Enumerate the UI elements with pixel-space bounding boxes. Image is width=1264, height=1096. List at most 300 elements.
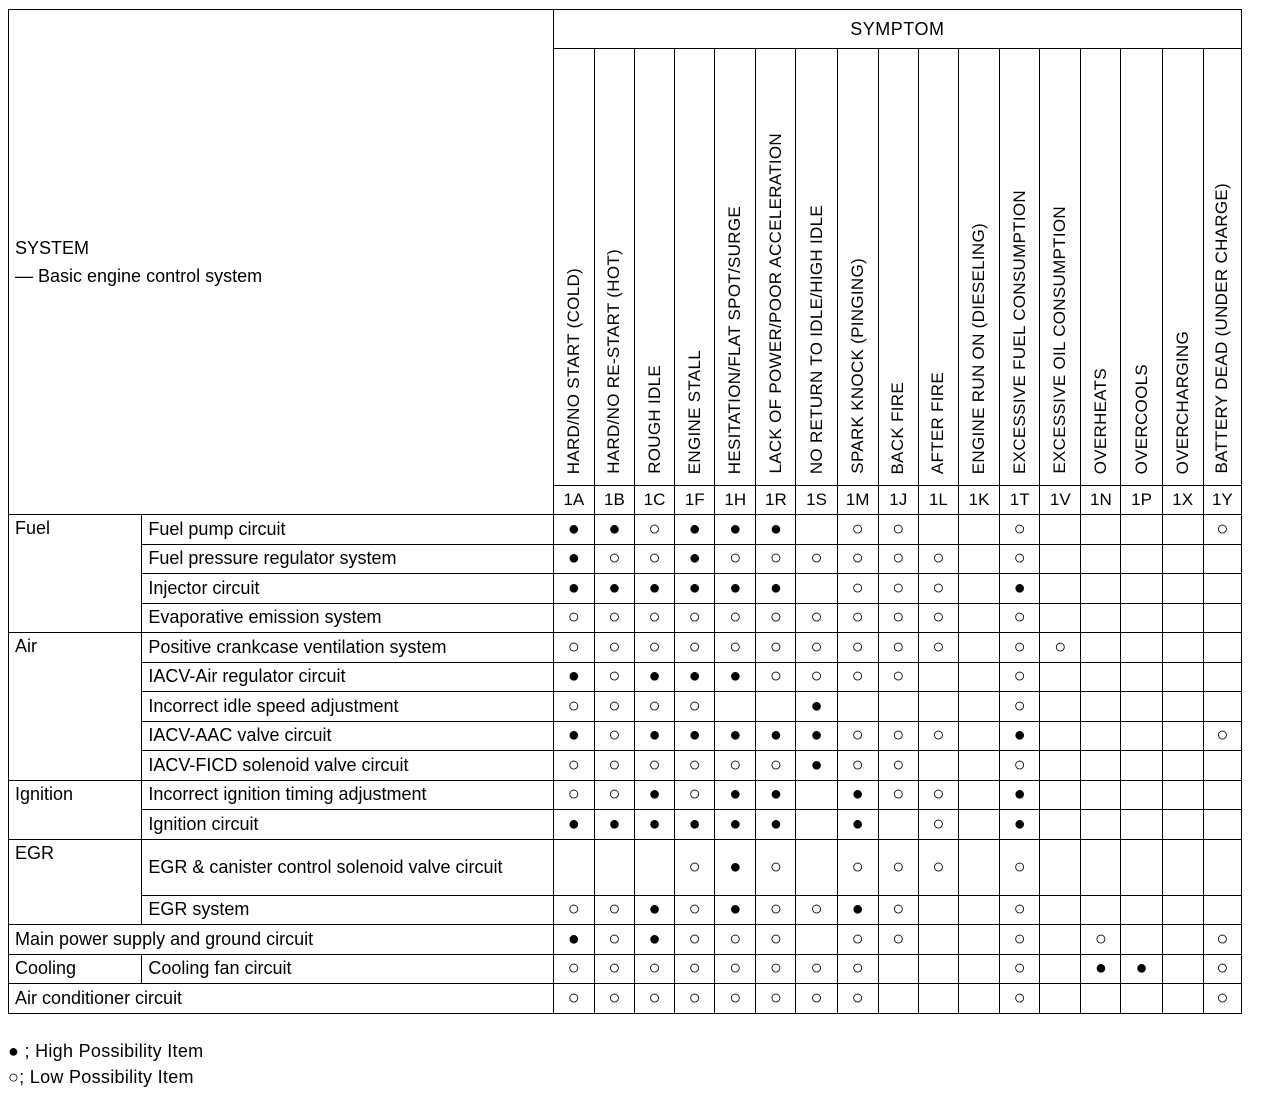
low-possibility-mark: ○	[567, 898, 580, 921]
system-category: Cooling	[9, 954, 142, 984]
matrix-cell	[1081, 692, 1121, 722]
matrix-cell	[594, 984, 634, 1014]
matrix-cell	[1162, 515, 1203, 545]
system-title: SYSTEM	[15, 238, 90, 258]
matrix-cell	[553, 544, 594, 574]
symptom-label-1l	[918, 49, 958, 486]
matrix-cell	[675, 633, 715, 663]
matrix-cell	[918, 984, 958, 1014]
matrix-cell	[756, 633, 796, 663]
low-possibility-mark: ○	[932, 783, 945, 806]
low-possibility-mark: ○	[1013, 517, 1026, 540]
matrix-cell	[837, 603, 878, 633]
matrix-cell	[878, 721, 918, 751]
high-possibility-mark: ●	[688, 547, 701, 570]
matrix-cell	[796, 515, 837, 545]
matrix-cell	[756, 810, 796, 840]
low-possibility-mark: ○	[851, 927, 864, 950]
high-possibility-mark: ●	[729, 855, 742, 878]
matrix-cell	[553, 692, 594, 722]
matrix-cell	[958, 839, 999, 895]
table-row	[9, 925, 1242, 955]
matrix-cell	[837, 515, 878, 545]
matrix-cell	[756, 544, 796, 574]
system-item: Ignition circuit	[142, 810, 553, 840]
matrix-cell	[1121, 574, 1162, 604]
low-possibility-mark: ○	[892, 753, 905, 776]
matrix-cell	[878, 839, 918, 895]
low-possibility-mark: ○	[688, 694, 701, 717]
matrix-cell	[634, 662, 674, 692]
symptom-label-text: EXCESSIVE OIL CONSUMPTION	[1050, 206, 1070, 474]
matrix-cell	[918, 839, 958, 895]
matrix-cell	[634, 603, 674, 633]
matrix-cell	[1040, 954, 1081, 984]
symptom-code-1x: 1X	[1162, 486, 1203, 515]
low-possibility-mark: ○	[932, 576, 945, 599]
matrix-cell	[1121, 633, 1162, 663]
matrix-cell	[1081, 662, 1121, 692]
matrix-cell	[918, 662, 958, 692]
system-item: Cooling fan circuit	[142, 954, 553, 984]
low-possibility-mark: ○	[892, 665, 905, 688]
matrix-cell	[1040, 544, 1081, 574]
matrix-cell	[553, 954, 594, 984]
matrix-cell	[1162, 721, 1203, 751]
high-possibility-mark: ●	[608, 576, 621, 599]
high-possibility-mark: ●	[608, 812, 621, 835]
matrix-cell	[594, 515, 634, 545]
matrix-cell	[594, 544, 634, 574]
low-possibility-mark: ○	[932, 812, 945, 835]
symptom-label-text: ROUGH IDLE	[644, 365, 664, 474]
low-possibility-mark: ○	[567, 957, 580, 980]
high-possibility-mark: ●	[810, 724, 823, 747]
matrix-cell	[715, 515, 756, 545]
low-possibility-mark: ○	[851, 957, 864, 980]
high-possibility-mark: ●	[608, 517, 621, 540]
matrix-cell	[675, 574, 715, 604]
symptom-label-1n	[1081, 49, 1121, 486]
low-possibility-mark: ○	[648, 753, 661, 776]
matrix-cell	[878, 780, 918, 810]
matrix-cell	[1081, 751, 1121, 781]
matrix-cell	[675, 810, 715, 840]
high-possibility-mark: ●	[648, 898, 661, 921]
low-possibility-mark: ○	[769, 606, 782, 629]
matrix-cell	[878, 603, 918, 633]
matrix-cell	[837, 925, 878, 955]
matrix-cell	[756, 662, 796, 692]
low-possibility-mark: ○	[851, 986, 864, 1009]
matrix-cell	[796, 662, 837, 692]
matrix-cell	[756, 603, 796, 633]
high-possibility-mark: ●	[1013, 783, 1026, 806]
matrix-cell	[918, 603, 958, 633]
matrix-cell	[715, 603, 756, 633]
system-category: Fuel	[9, 515, 142, 633]
low-possibility-mark: ○	[932, 724, 945, 747]
low-possibility-mark: ○	[769, 986, 782, 1009]
system-item: EGR & canister control solenoid valve circuit	[142, 839, 553, 895]
high-possibility-mark: ●	[1135, 957, 1148, 980]
table-row	[9, 515, 1242, 545]
symptom-label-1p	[1121, 49, 1162, 486]
system-subtitle: — Basic engine control system	[15, 266, 263, 286]
symptom-label-1a	[553, 49, 594, 486]
symptom-label-text: OVERHEATS	[1090, 367, 1110, 474]
low-possibility-mark: ○	[810, 665, 823, 688]
matrix-cell	[1040, 810, 1081, 840]
low-possibility-mark: ○	[769, 547, 782, 570]
matrix-cell	[1081, 954, 1121, 984]
matrix-cell	[918, 692, 958, 722]
matrix-cell	[1040, 839, 1081, 895]
matrix-cell	[1121, 721, 1162, 751]
matrix-cell	[675, 780, 715, 810]
low-possibility-mark: ○	[1013, 927, 1026, 950]
matrix-cell	[715, 839, 756, 895]
matrix-cell	[837, 544, 878, 574]
matrix-cell	[715, 633, 756, 663]
matrix-cell	[1121, 751, 1162, 781]
matrix-cell	[1040, 574, 1081, 604]
matrix-cell	[634, 954, 674, 984]
high-possibility-mark: ●	[567, 547, 580, 570]
matrix-cell	[756, 925, 796, 955]
symptom-code-1s: 1S	[796, 486, 837, 515]
high-possibility-mark: ●	[729, 783, 742, 806]
matrix-cell	[878, 544, 918, 574]
high-possibility-mark: ●	[729, 576, 742, 599]
low-possibility-mark: ○	[769, 635, 782, 658]
matrix-cell	[878, 984, 918, 1014]
matrix-cell	[837, 984, 878, 1014]
system-item: Evaporative emission system	[142, 603, 553, 633]
matrix-cell	[715, 574, 756, 604]
symptom-code-1n: 1N	[1081, 486, 1121, 515]
matrix-cell	[878, 954, 918, 984]
matrix-cell	[878, 925, 918, 955]
table-row	[9, 574, 1242, 604]
matrix-cell	[675, 895, 715, 925]
matrix-cell	[1040, 662, 1081, 692]
matrix-cell	[1040, 633, 1081, 663]
matrix-cell	[796, 721, 837, 751]
low-possibility-mark: ○	[1013, 547, 1026, 570]
low-possibility-mark: ○	[769, 957, 782, 980]
matrix-cell	[837, 751, 878, 781]
symptom-label-1c	[634, 49, 674, 486]
matrix-cell	[958, 692, 999, 722]
matrix-cell	[1000, 751, 1040, 781]
low-possibility-mark: ○	[932, 635, 945, 658]
matrix-cell	[837, 662, 878, 692]
matrix-cell	[594, 662, 634, 692]
high-possibility-mark: ●	[851, 812, 864, 835]
matrix-cell	[796, 810, 837, 840]
low-possibility-mark: ○	[769, 855, 782, 878]
symptom-label-text: OVERCOOLS	[1131, 363, 1151, 474]
low-possibility-mark: ○	[1216, 517, 1229, 540]
low-possibility-mark: ○	[851, 665, 864, 688]
matrix-cell	[918, 515, 958, 545]
matrix-cell	[634, 544, 674, 574]
symptom-label-text: HARD/NO RE-START (HOT)	[604, 249, 624, 474]
matrix-cell	[756, 839, 796, 895]
matrix-cell	[1203, 839, 1241, 895]
matrix-cell	[1121, 954, 1162, 984]
system-category: Air conditioner circuit	[9, 984, 554, 1014]
matrix-cell	[1081, 721, 1121, 751]
symptom-code-1y: 1Y	[1203, 486, 1241, 515]
matrix-cell	[634, 721, 674, 751]
matrix-cell	[958, 574, 999, 604]
high-possibility-mark: ●	[567, 812, 580, 835]
low-possibility-mark: ○	[608, 927, 621, 950]
matrix-cell	[1121, 692, 1162, 722]
high-possibility-mark: ●	[648, 724, 661, 747]
low-possibility-mark: ○	[567, 986, 580, 1009]
matrix-cell	[553, 721, 594, 751]
table-row	[9, 662, 1242, 692]
low-possibility-mark: ○	[810, 606, 823, 629]
symptom-label-text: HESITATION/FLAT SPOT/SURGE	[725, 205, 745, 474]
symptom-label-text: BACK FIRE	[888, 381, 908, 474]
low-possibility-mark: ○	[729, 547, 742, 570]
symptom-label-1v	[1040, 49, 1081, 486]
matrix-cell	[796, 925, 837, 955]
matrix-cell	[1162, 662, 1203, 692]
matrix-cell	[634, 810, 674, 840]
matrix-cell	[1000, 954, 1040, 984]
symptom-label-text: SPARK KNOCK (PINGING)	[847, 258, 867, 474]
matrix-cell	[837, 780, 878, 810]
matrix-cell	[958, 662, 999, 692]
low-possibility-mark: ○	[851, 724, 864, 747]
table-row	[9, 692, 1242, 722]
high-possibility-mark: ●	[810, 753, 823, 776]
low-possibility-mark: ○	[1013, 986, 1026, 1009]
matrix-cell	[594, 633, 634, 663]
low-possibility-mark: ○	[729, 635, 742, 658]
symptom-label-text: AFTER FIRE	[928, 371, 948, 474]
matrix-cell	[1000, 574, 1040, 604]
matrix-cell	[918, 810, 958, 840]
low-possibility-mark: ○	[851, 855, 864, 878]
matrix-cell	[715, 925, 756, 955]
matrix-cell	[634, 751, 674, 781]
system-item: Injector circuit	[142, 574, 553, 604]
matrix-cell	[1162, 839, 1203, 895]
low-possibility-mark: ○	[892, 635, 905, 658]
matrix-cell	[796, 603, 837, 633]
matrix-cell	[1203, 603, 1241, 633]
matrix-cell	[675, 515, 715, 545]
matrix-cell	[918, 721, 958, 751]
matrix-cell	[837, 721, 878, 751]
system-item: Incorrect idle speed adjustment	[142, 692, 553, 722]
matrix-cell	[594, 751, 634, 781]
low-possibility-mark: ○	[688, 927, 701, 950]
low-possibility-mark: ○	[688, 986, 701, 1009]
matrix-cell	[1121, 984, 1162, 1014]
low-possibility-mark: ○	[729, 606, 742, 629]
low-possibility-mark: ○	[1013, 753, 1026, 776]
low-possibility-mark: ○	[851, 517, 864, 540]
symptom-code-1l: 1L	[918, 486, 958, 515]
low-possibility-mark: ○	[932, 547, 945, 570]
matrix-cell	[1000, 692, 1040, 722]
matrix-cell	[634, 515, 674, 545]
high-possibility-mark: ●	[769, 724, 782, 747]
matrix-cell	[1000, 662, 1040, 692]
matrix-cell	[634, 574, 674, 604]
low-possibility-mark: ○	[648, 957, 661, 980]
matrix-cell	[1040, 721, 1081, 751]
matrix-cell	[594, 810, 634, 840]
matrix-cell	[958, 925, 999, 955]
matrix-cell	[1162, 544, 1203, 574]
symptom-label-text: HARD/NO START (COLD)	[563, 267, 583, 474]
matrix-cell	[1040, 515, 1081, 545]
symptom-code-1h: 1H	[715, 486, 756, 515]
matrix-cell	[553, 603, 594, 633]
matrix-cell	[837, 839, 878, 895]
matrix-cell	[1162, 574, 1203, 604]
matrix-cell	[1000, 544, 1040, 574]
matrix-cell	[958, 751, 999, 781]
low-possibility-mark: ○	[1013, 606, 1026, 629]
low-possibility-mark: ○	[1216, 986, 1229, 1009]
matrix-cell	[634, 839, 674, 895]
matrix-cell	[1121, 544, 1162, 574]
low-possibility-mark: ○	[608, 783, 621, 806]
high-possibility-mark: ●	[567, 724, 580, 747]
matrix-cell	[918, 780, 958, 810]
matrix-cell	[878, 574, 918, 604]
symptom-code-1k: 1K	[958, 486, 999, 515]
matrix-cell	[1040, 895, 1081, 925]
matrix-cell	[958, 633, 999, 663]
matrix-cell	[715, 780, 756, 810]
matrix-cell	[1162, 780, 1203, 810]
matrix-cell	[553, 515, 594, 545]
low-possibility-mark: ○	[608, 724, 621, 747]
matrix-cell	[553, 662, 594, 692]
low-possibility-mark: ○	[851, 753, 864, 776]
matrix-cell	[918, 633, 958, 663]
low-possibility-mark: ○	[932, 606, 945, 629]
matrix-cell	[796, 751, 837, 781]
matrix-cell	[715, 810, 756, 840]
high-possibility-mark: ●	[851, 783, 864, 806]
symptom-code-1c: 1C	[634, 486, 674, 515]
table-row	[9, 751, 1242, 781]
high-possibility-mark: ●	[729, 665, 742, 688]
matrix-cell	[1081, 839, 1121, 895]
low-possibility-mark: ○	[810, 547, 823, 570]
matrix-cell	[594, 895, 634, 925]
matrix-cell	[796, 984, 837, 1014]
matrix-cell	[756, 954, 796, 984]
matrix-cell	[1081, 895, 1121, 925]
high-possibility-mark: ●	[567, 517, 580, 540]
matrix-cell	[1162, 984, 1203, 1014]
matrix-cell	[1162, 925, 1203, 955]
low-possibility-mark: ○	[608, 547, 621, 570]
matrix-cell	[553, 984, 594, 1014]
low-possibility-mark: ○	[648, 694, 661, 717]
matrix-cell	[878, 810, 918, 840]
low-possibility-mark: ○	[567, 694, 580, 717]
matrix-cell	[715, 692, 756, 722]
matrix-cell	[715, 751, 756, 781]
matrix-cell	[837, 954, 878, 984]
matrix-cell	[958, 984, 999, 1014]
matrix-cell	[796, 954, 837, 984]
diagnostic-matrix	[8, 9, 1242, 1014]
matrix-cell	[756, 574, 796, 604]
matrix-cell	[1203, 780, 1241, 810]
symptom-label-1f	[675, 49, 715, 486]
system-category: EGR	[9, 839, 142, 925]
low-possibility-mark: ○	[608, 665, 621, 688]
low-possibility-mark: ○	[688, 855, 701, 878]
symptom-label-1s	[796, 49, 837, 486]
matrix-cell	[958, 544, 999, 574]
low-possibility-mark: ○	[608, 986, 621, 1009]
symptom-code-1v: 1V	[1040, 486, 1081, 515]
matrix-cell	[715, 721, 756, 751]
matrix-cell	[1203, 515, 1241, 545]
matrix-cell	[1081, 810, 1121, 840]
matrix-cell	[837, 895, 878, 925]
matrix-cell	[1203, 925, 1241, 955]
high-possibility-mark: ●	[1013, 724, 1026, 747]
matrix-cell	[878, 515, 918, 545]
matrix-cell	[1162, 692, 1203, 722]
matrix-cell	[796, 574, 837, 604]
low-possibility-mark: ○	[1216, 724, 1229, 747]
matrix-cell	[756, 515, 796, 545]
matrix-cell	[594, 692, 634, 722]
symptom-label-text: ENGINE STALL	[684, 349, 704, 474]
table-row	[9, 954, 1242, 984]
low-possibility-mark: ○	[892, 606, 905, 629]
matrix-cell	[1121, 925, 1162, 955]
system-category: Main power supply and ground circuit	[9, 925, 554, 955]
matrix-cell	[1000, 984, 1040, 1014]
matrix-cell	[1162, 603, 1203, 633]
low-possibility-mark: ○	[688, 635, 701, 658]
high-possibility-mark: ●	[769, 812, 782, 835]
low-possibility-mark: ○	[810, 957, 823, 980]
table-row	[9, 839, 1242, 895]
system-item: IACV-FICD solenoid valve circuit	[142, 751, 553, 781]
table-row	[9, 810, 1242, 840]
matrix-cell	[553, 751, 594, 781]
symptom-label-text: BATTERY DEAD (UNDER CHARGE)	[1212, 183, 1232, 474]
low-possibility-mark: ○	[1054, 635, 1067, 658]
high-possibility-mark: ●	[810, 694, 823, 717]
matrix-cell	[1040, 780, 1081, 810]
symptom-code-1j: 1J	[878, 486, 918, 515]
low-possibility-mark: ○	[851, 547, 864, 570]
matrix-cell	[1081, 574, 1121, 604]
matrix-cell	[594, 574, 634, 604]
low-possibility-mark: ○	[648, 606, 661, 629]
